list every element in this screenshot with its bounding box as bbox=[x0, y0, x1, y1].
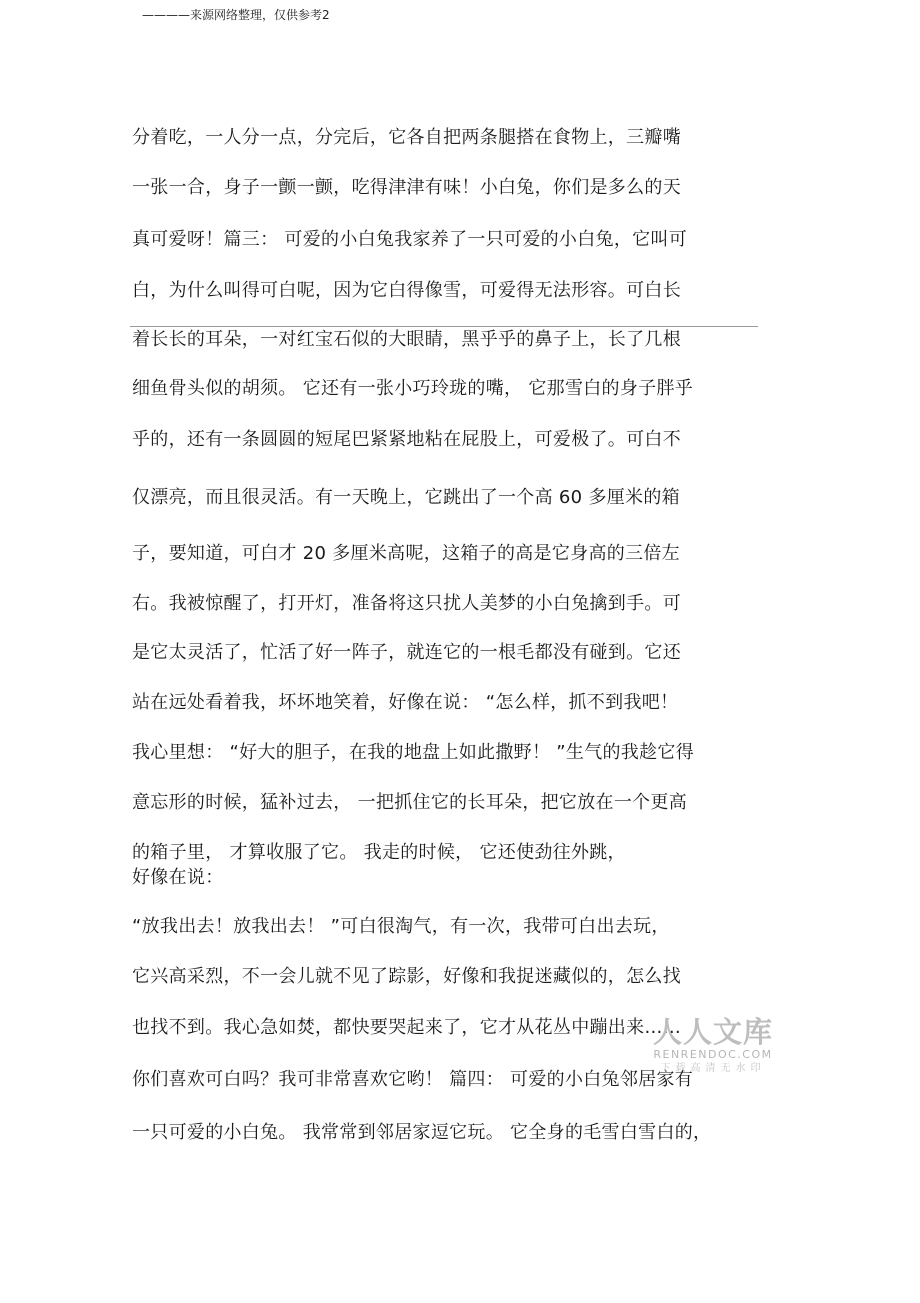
text-line: 细鱼骨头似的胡须。 它还有一张小巧玲珑的嘴， 它那雪白的身子胖乎 bbox=[132, 378, 694, 399]
watermark-domain: RENRENDOC.COM bbox=[653, 1048, 773, 1061]
watermark-tagline: 下载高清无水印 bbox=[660, 1063, 766, 1074]
text-line: 也找不到。我心急如焚，都快要哭起来了，它才从花丛中蹦出来…… bbox=[132, 1017, 681, 1038]
text-line: 着长长的耳朵，一对红宝石似的大眼睛，黑乎乎的鼻子上，长了几根 bbox=[132, 329, 681, 350]
text-line: 右。我被惊醒了，打开灯，准备将这只扰人美梦的小白兔擒到手。可 bbox=[132, 593, 681, 614]
text-line: 分着吃，一人分一点，分完后，它各自把两条腿搭在食物上，三瓣嘴 bbox=[132, 127, 681, 148]
text-line: 仅漂亮，而且很灵活。有一天晚上，它跳出了一个高 60 多厘米的箱 bbox=[132, 487, 680, 508]
text-line: 你们喜欢可白吗？我可非常喜欢它哟！ 篇四： 可爱的小白兔邻居家有 bbox=[132, 1069, 694, 1090]
text-line: 乎的，还有一条圆圆的短尾巴紧紧地粘在屁股上，可爱极了。可白不 bbox=[132, 429, 681, 450]
text-line: 子，要知道，可白才 20 多厘米高呢，这箱子的高是它身高的三倍左 bbox=[132, 543, 680, 564]
text-line: 一只可爱的小白兔。 我常常到邻居家逗它玩。 它全身的毛雪白雪白的， bbox=[132, 1122, 712, 1143]
horizontal-divider bbox=[130, 326, 758, 327]
text-line: 是它太灵活了，忙活了好一阵子，就连它的一根毛都没有碰到。它还 bbox=[132, 642, 681, 663]
text-line: 它兴高采烈，不一会儿就不见了踪影，好像和我捉迷藏似的，怎么找 bbox=[132, 966, 681, 987]
text-line: 一张一合，身子一颤一颤，吃得津津有味！小白兔，你们是多么的天 bbox=[132, 177, 681, 198]
text-line: 我心里想： “好大的胆子，在我的地盘上如此撒野！ ”生气的我趁它得 bbox=[132, 742, 694, 763]
text-line: 的箱子里， 才算收服了它。 我走的时候， 它还使劲往外跳， bbox=[132, 842, 626, 863]
text-line: 白，为什么叫得可白呢，因为它白得像雪，可爱得无法形容。可白长 bbox=[132, 280, 681, 301]
watermark bbox=[648, 1016, 778, 1076]
text-line: “放我出去！放我出去！ ”可白很淘气，有一次，我带可白出去玩， bbox=[132, 916, 670, 937]
watermark-logo-text: 人人文库 bbox=[652, 1015, 773, 1049]
text-line: 意忘形的时候，猛补过去， 一把抓住它的长耳朵，把它放在一个更高 bbox=[132, 792, 688, 813]
text-line: 站在远处看着我，坏坏地笑着，好像在说： “怎么样，抓不到我吧！ bbox=[132, 692, 679, 713]
text-line: 好像在说： bbox=[132, 867, 224, 888]
text-line: 真可爱呀！篇三： 可爱的小白兔我家养了一只可爱的小白兔，它叫可 bbox=[132, 229, 688, 250]
header-source-note: ————来源网络整理，仅供参考2 bbox=[142, 8, 330, 22]
